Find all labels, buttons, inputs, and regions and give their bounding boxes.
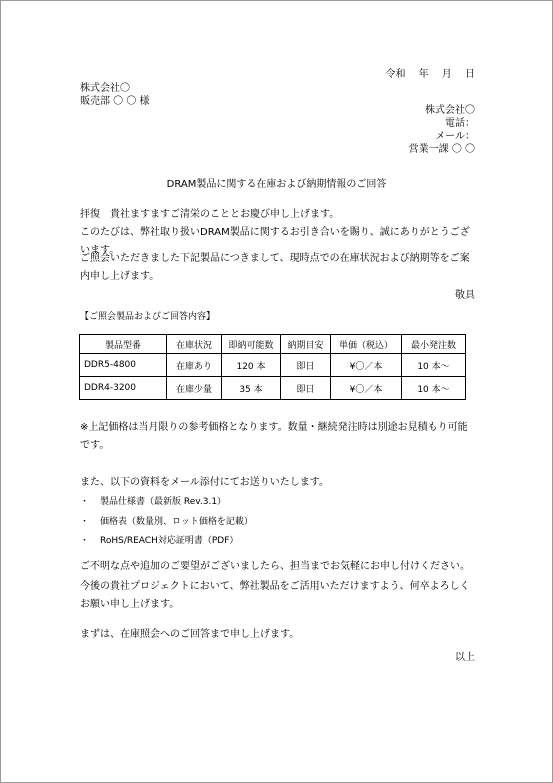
sender-mail: メール：	[435, 131, 475, 142]
col-header: 即納可能数	[222, 335, 281, 354]
attachments-intro: また、以下の資料をメール添付にてお送りいたします。	[80, 477, 329, 488]
col-header: 製品型番	[80, 335, 167, 354]
closing-line-3: まずは、在庫照会へのご回答まで申し上げます。	[80, 629, 300, 640]
attachment-label: RoHS/REACH対応証明書（PDF）	[100, 536, 239, 546]
col-header: 単価（税込）	[331, 335, 402, 354]
bullet-icon: ・	[80, 497, 90, 507]
ijou: 以上	[455, 652, 475, 663]
stock-table	[79, 334, 466, 400]
thanks-line: このたびは、弊社取り扱いDRAM製品に関するお引き合いを賜り、誠にありがとうございます。	[80, 227, 470, 256]
date: 令和 年 月 日	[385, 69, 475, 80]
greeting-line: 拝復 貴社ますますご清栄のこととお慶び申し上げます。	[80, 209, 340, 220]
attachment-item	[80, 496, 226, 508]
col-header: 納期目安	[281, 335, 331, 354]
table-row	[80, 377, 466, 400]
cell-price: ¥〇／本	[331, 377, 402, 400]
intro-paragraph: ご照会いただきました下記製品につきまして、現時点での在庫状況および納期等をご案内申し上げます。	[80, 253, 470, 282]
keigu: 敬具	[455, 290, 475, 301]
cell-moq: 10 本〜	[402, 354, 466, 377]
cell-price: ¥〇／本	[331, 354, 402, 377]
cell-stock: 在庫あり	[167, 354, 222, 377]
table-header-row	[80, 335, 466, 354]
sender-phone: 電話：	[445, 118, 475, 129]
col-header: 最小発注数	[402, 335, 466, 354]
cell-qty: 120 本	[222, 354, 281, 377]
recipient-person: 販売部 〇 〇 様	[80, 96, 150, 107]
cell-lead: 即日	[281, 354, 331, 377]
recipient-company: 株式会社〇	[80, 83, 130, 94]
cell-model: DDR5-4800	[80, 354, 167, 377]
closing-line-1: ご不明な点や追加のご要望がございましたら、担当までお気軽にお申し付けください。	[80, 561, 470, 572]
attachment-item	[80, 535, 238, 547]
attachment-label: 価格表（数量別、ロット価格を記載）	[100, 517, 253, 527]
closing-paragraph	[80, 558, 476, 614]
col-header: 在庫状況	[167, 335, 222, 354]
sender-company: 株式会社〇	[425, 105, 475, 116]
sender-person: 営業一課 〇 〇	[408, 144, 475, 155]
bullet-icon: ・	[80, 517, 90, 527]
document-title: DRAM製品に関する在庫および納期情報のご回答	[166, 179, 387, 190]
cell-stock: 在庫少量	[167, 377, 222, 400]
cell-lead: 即日	[281, 377, 331, 400]
attachment-item	[80, 516, 253, 528]
cell-qty: 35 本	[222, 377, 281, 400]
price-note: ※上記価格は当月限りの参考価格となります。数量・継続発注時は別途お見積もり可能です。	[80, 422, 468, 451]
cell-moq: 10 本〜	[402, 377, 466, 400]
table-row	[80, 354, 466, 377]
section-label: 【ご照会製品およびご回答内容】	[80, 312, 216, 322]
bullet-icon: ・	[80, 536, 90, 546]
cell-model: DDR4-3200	[80, 377, 167, 400]
closing-line-2: 今後の貴社プロジェクトにおいて、弊社製品をご活用いただけますよう、何卒よろしくお願い申し上げます。	[80, 581, 470, 610]
attachment-label: 製品仕様書（最新版 Rev.3.1）	[100, 497, 227, 507]
